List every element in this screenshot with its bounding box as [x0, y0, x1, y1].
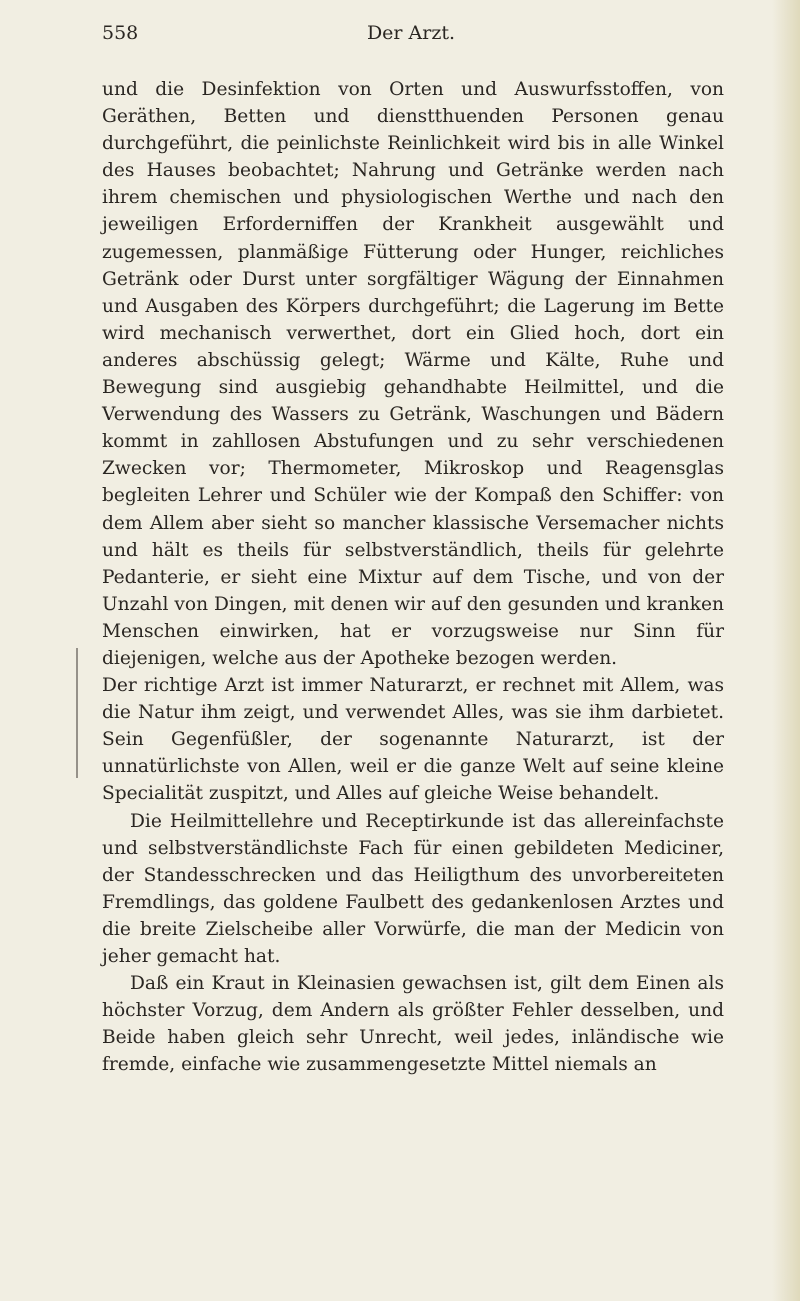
paragraph: Der richtige Arzt ist immer Naturarzt, er rechnet mit Allem, was die Natur ihm zeigt, und verwendet Alles, was sie ihm darbietet. Sein Gegenfüßler, der sogenannte Naturarzt, ist der unnatürlichste von Allen, weil er die ganze Welt auf seine kleine Specialität zuspitzt, und Alles auf gleiche Weise behandelt.	[102, 675, 724, 805]
body-text	[102, 76, 724, 1078]
margin-pencil-mark	[76, 648, 90, 778]
paragraph: und die Desinfektion von Orten und Auswurfsstoffen, von Geräthen, Betten und dienstthuenden Personen genau durchgeführt, die peinlichste Reinlichkeit wird bis in alle Winkel des Hauses beobachtet; Nahrung und Getränke werden nach ihrem chemischen und physiologischen Werthe und nach den jeweiligen Erforderniffen der Krankheit ausgewählt und zugemessen, planmäßige Fütterung oder Hunger, reichliches Getränk oder Durst unter sorgfältiger Wägung der Einnahmen und Ausgaben des Körpers durchgeführt; die Lagerung im Bette wird mechanisch verwerthet, dort ein Glied hoch, dort ein anderes abschüssig gelegt; Wärme und Kälte, Ruhe und Bewegung sind ausgiebig gehandhabte Heilmittel, und die Verwendung des Wassers zu Getränk, Waschungen und Bädern kommt in zahllosen Abstufungen und zu sehr verschiedenen Zwecken vor; Thermometer, Mikroskop und Reagensglas begleiten Lehrer und Schüler wie der Kompaß den Schiffer: von dem Allem aber sieht so mancher klassische Versemacher nichts und hält es theils für selbstverständlich, theils für gelehrte Pedanterie, er sieht eine Mixtur auf dem Tische, und von der Unzahl von Dingen, mit denen wir auf den gesunden und kranken Menschen einwirken, hat er vorzugsweise nur Sinn für diejenigen, welche aus der Apotheke bezogen werden.	[102, 79, 724, 669]
page-number: 558	[102, 22, 139, 44]
paragraph: Daß ein Kraut in Kleinasien gewachsen ist, gilt dem Einen als höchster Vorzug, dem Andern als größter Fehler desselben, und Beide haben gleich sehr Unrecht, weil jedes, inländische wie fremde, einfache wie zusammengesetzte Mittel niemals an	[102, 973, 724, 1076]
running-title: Der Arzt.	[366, 22, 456, 44]
page-header	[102, 14, 720, 54]
paragraph: Die Heilmittellehre und Receptirkunde ist das allereinfachste und selbstverständlichste Fach für einen gebildeten Mediciner, der Standesschrecken und das Heiligthum des unvorbereiteten Fremdlings, das goldene Faulbett des gedankenlosen Arztes und die breite Zielscheibe aller Vorwürfe, die man der Medicin von jeher gemacht hat.	[102, 810, 724, 967]
page-edge-stain	[772, 0, 800, 1301]
